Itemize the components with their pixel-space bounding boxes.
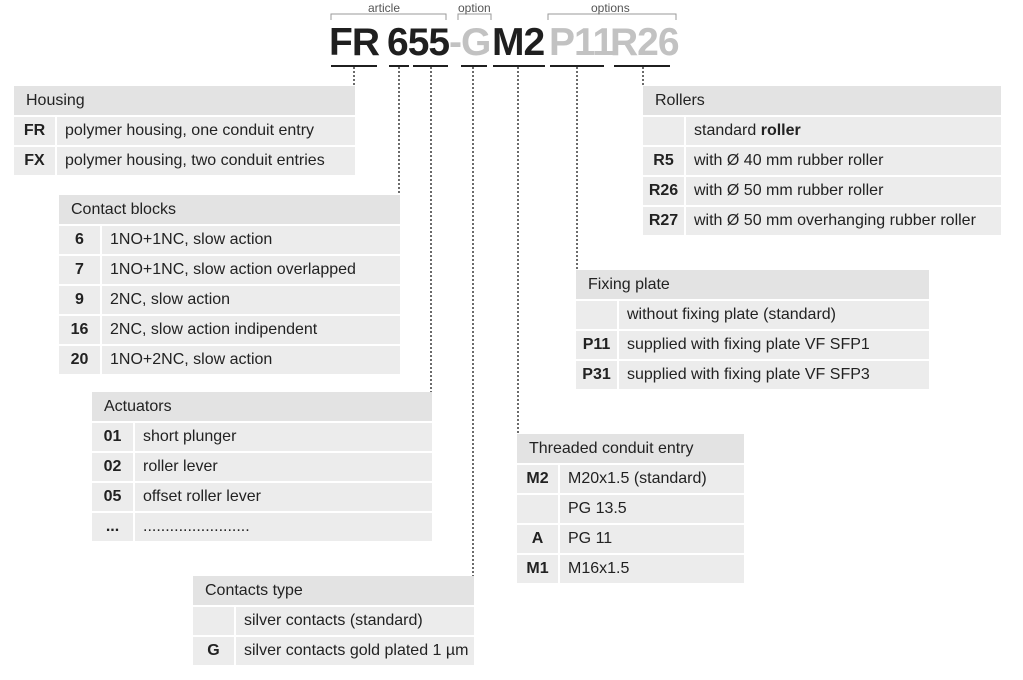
table-row bbox=[92, 423, 432, 451]
option-description: short plunger bbox=[135, 423, 432, 451]
fixing-plate-table bbox=[576, 270, 929, 391]
option-code: R27 bbox=[643, 207, 684, 235]
option-description: supplied with fixing plate VF SFP3 bbox=[619, 361, 929, 389]
option-description: polymer housing, one conduit entry bbox=[57, 117, 355, 145]
option-code: R26 bbox=[643, 177, 684, 205]
table-row bbox=[14, 117, 355, 145]
option-description: ........................ bbox=[135, 513, 432, 541]
option-code bbox=[517, 495, 558, 523]
code-part-fixing: P11 bbox=[549, 21, 614, 64]
option-code: 16 bbox=[59, 316, 100, 344]
option-description: supplied with fixing plate VF SFP1 bbox=[619, 331, 929, 359]
code-part-rollers: R26 bbox=[610, 21, 679, 64]
table-row bbox=[576, 361, 929, 389]
table-row bbox=[59, 226, 400, 254]
description-text: standard bbox=[694, 122, 761, 139]
option-code: FX bbox=[14, 147, 55, 175]
housing-table bbox=[14, 86, 355, 177]
table-row bbox=[576, 331, 929, 359]
table-row bbox=[517, 495, 744, 523]
option-description: PG 11 bbox=[560, 525, 744, 553]
code-part-separator: - bbox=[449, 21, 461, 64]
table-row bbox=[59, 316, 400, 344]
actuators-title: Actuators bbox=[92, 392, 432, 421]
option-code: 05 bbox=[92, 483, 133, 511]
option-description: 2NC, slow action bbox=[102, 286, 400, 314]
table-row bbox=[92, 483, 432, 511]
option-code: M1 bbox=[517, 555, 558, 583]
option-code: R5 bbox=[643, 147, 684, 175]
threaded-conduit-table bbox=[517, 434, 744, 585]
option-code: 9 bbox=[59, 286, 100, 314]
code-part-contacts: G bbox=[461, 21, 491, 64]
option-description: PG 13.5 bbox=[560, 495, 744, 523]
code-part-number: 655 bbox=[387, 21, 450, 64]
fixing-plate-title: Fixing plate bbox=[576, 270, 929, 299]
option-code: 20 bbox=[59, 346, 100, 374]
code-part-conduit: M2 bbox=[492, 21, 545, 64]
options-label: options bbox=[591, 1, 630, 15]
option-description bbox=[686, 117, 1001, 145]
option-description: 1NO+1NC, slow action overlapped bbox=[102, 256, 400, 284]
option-code: G bbox=[193, 637, 234, 665]
table-row bbox=[517, 525, 744, 553]
option-description: without fixing plate (standard) bbox=[619, 301, 929, 329]
option-description: 1NO+2NC, slow action bbox=[102, 346, 400, 374]
contacts-type-title: Contacts type bbox=[193, 576, 474, 605]
table-row bbox=[193, 607, 474, 635]
table-row bbox=[643, 147, 1001, 175]
code-part-housing: FR bbox=[329, 21, 379, 64]
table-row bbox=[59, 286, 400, 314]
contacts-type-table bbox=[193, 576, 474, 667]
ordering-code bbox=[0, 0, 1023, 90]
option-description: 1NO+1NC, slow action bbox=[102, 226, 400, 254]
rollers-table bbox=[643, 86, 1001, 237]
option-label: option bbox=[458, 1, 491, 15]
option-description: polymer housing, two conduit entries bbox=[57, 147, 355, 175]
option-code: 01 bbox=[92, 423, 133, 451]
option-code: 6 bbox=[59, 226, 100, 254]
option-code: A bbox=[517, 525, 558, 553]
table-row bbox=[92, 513, 432, 541]
option-description: M16x1.5 bbox=[560, 555, 744, 583]
description-emphasis: roller bbox=[760, 122, 801, 139]
option-description: with Ø 50 mm overhanging rubber roller bbox=[686, 207, 1001, 235]
table-row bbox=[643, 177, 1001, 205]
option-code: P11 bbox=[576, 331, 617, 359]
table-row bbox=[193, 637, 474, 665]
option-description: M20x1.5 (standard) bbox=[560, 465, 744, 493]
rollers-title: Rollers bbox=[643, 86, 1001, 115]
table-row bbox=[643, 207, 1001, 235]
option-code bbox=[643, 117, 684, 145]
option-code: M2 bbox=[517, 465, 558, 493]
option-description: silver contacts gold plated 1 µm bbox=[236, 637, 474, 665]
table-row bbox=[576, 301, 929, 329]
threaded-conduit-title: Threaded conduit entry bbox=[517, 434, 744, 463]
table-row bbox=[59, 346, 400, 374]
option-description: roller lever bbox=[135, 453, 432, 481]
option-description: offset roller lever bbox=[135, 483, 432, 511]
table-row bbox=[517, 555, 744, 583]
actuators-table bbox=[92, 392, 432, 543]
table-row bbox=[92, 453, 432, 481]
table-row bbox=[59, 256, 400, 284]
option-description: with Ø 50 mm rubber roller bbox=[686, 177, 1001, 205]
housing-title: Housing bbox=[14, 86, 355, 115]
option-code: 02 bbox=[92, 453, 133, 481]
article-label: article bbox=[368, 1, 401, 15]
option-code: P31 bbox=[576, 361, 617, 389]
table-row bbox=[643, 117, 1001, 145]
option-code bbox=[576, 301, 617, 329]
option-code bbox=[193, 607, 234, 635]
table-row bbox=[14, 147, 355, 175]
contact-blocks-title: Contact blocks bbox=[59, 195, 400, 224]
option-code: ... bbox=[92, 513, 133, 541]
option-description: 2NC, slow action indipendent bbox=[102, 316, 400, 344]
option-code: 7 bbox=[59, 256, 100, 284]
table-row bbox=[517, 465, 744, 493]
option-code: FR bbox=[14, 117, 55, 145]
contact-blocks-table bbox=[59, 195, 400, 376]
option-description: silver contacts (standard) bbox=[236, 607, 474, 635]
option-description: with Ø 40 mm rubber roller bbox=[686, 147, 1001, 175]
